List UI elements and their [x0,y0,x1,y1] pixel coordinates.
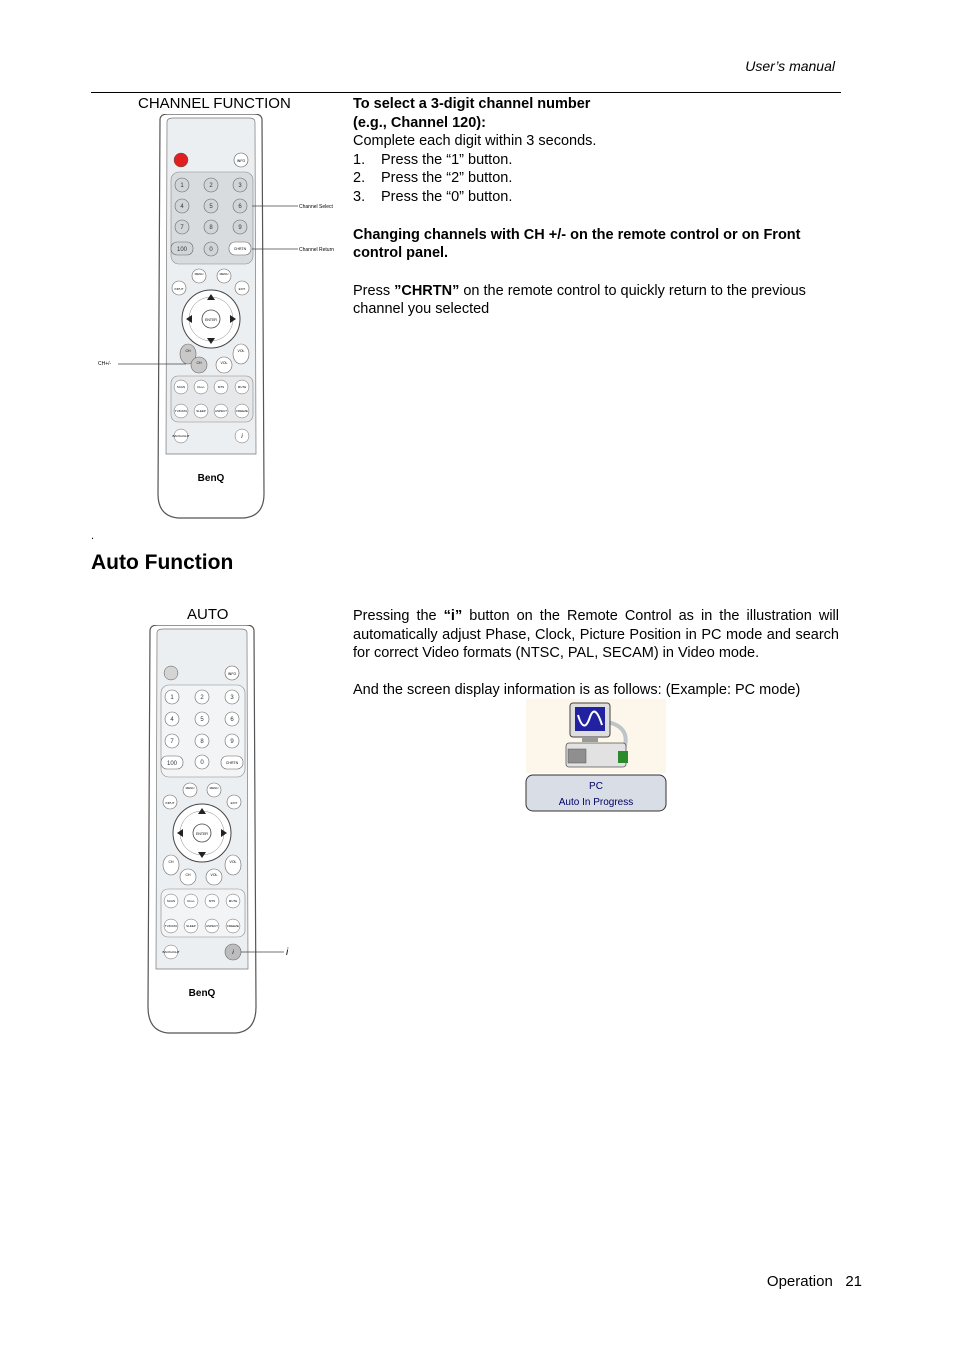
key-1: 1 [180,183,184,189]
key-3: 3 [230,695,234,701]
channel-heading-line2: (e.g., Channel 120): [353,114,486,131]
callout-channel-return: Channel Return [299,247,335,253]
key-5: 5 [200,717,204,723]
key-scan: SCAN [166,899,176,903]
key-8: 8 [200,739,204,745]
key-menu-right: MENU [209,786,219,790]
key-info: INFO [236,159,246,163]
key-0: 0 [200,760,204,766]
key-mute: MUTE [237,385,247,389]
key-sleep: SLEEP [196,409,206,413]
key-vol-up: VOL [229,860,237,864]
callout-ch: CH+/- [98,361,112,367]
auto-paragraph: Pressing the “i” button on the Remote Control as in the illustration will automatically adjust Phase, Clock, Picture Position in PC mode and search for correct Video formats (NTSC, PAL, SECAM) in Video mode. [353,608,839,662]
channel-steps-list [353,151,843,207]
channel-heading-line1: To select a 3-digit channel number [353,96,591,112]
key-chrtn: CHRTN [225,761,239,765]
key-menu-left: MENU [194,272,204,276]
page-number: 21 [845,1273,862,1290]
key-5: 5 [209,204,213,210]
key-vol-down: VOL [210,873,218,877]
osd-line1: PC [589,781,603,792]
key-4: 4 [180,204,184,210]
key-menu-right: MENU [219,272,229,276]
brand-logo: BenQ [197,473,225,484]
remote-illustration-channel [90,114,350,524]
key-7: 7 [170,739,174,745]
key-7: 7 [180,225,184,231]
brand-logo: BenQ [188,988,216,999]
key-vol-down: VOL [220,361,228,365]
key-9: 9 [230,739,234,745]
key-mute: MUTE [228,899,238,903]
remote-illustration-auto [140,625,300,1037]
key-100: 100 [166,761,178,767]
chrtn-paragraph: Press ”CHRTN” on the remote control to quickly return to the previous channel you selected [353,282,806,318]
list-item: 3. Press the “0” button. [353,188,513,205]
key-ch-pm: CH+/- [197,385,205,389]
channel-text-block [353,95,843,319]
key-ch-pm: CH+/- [187,899,195,903]
osd-line2: Auto In Progress [558,797,634,808]
footer-section: Operation [766,1273,833,1290]
channel-subheading: Changing channels with CH +/- on the remote control or on Front control panel. [353,226,801,262]
key-6: 6 [230,717,234,723]
key-mts: MTS [217,385,225,389]
callout-channel-select: Channel Select [299,204,333,210]
key-scan: SCAN [176,385,186,389]
key-ch-up: CH [168,860,174,864]
header-rule [91,92,841,93]
key-3: 3 [238,183,242,189]
key-input: INPUT [165,801,175,805]
callout-i: i [286,947,289,958]
key-freeze: FREEZE [227,924,239,928]
key-6: 6 [238,204,242,210]
key-ch-up: CH [185,349,191,353]
key-100: 100 [176,247,188,253]
key-i: i [232,950,234,956]
key-4: 4 [170,717,174,723]
figure-label-auto: AUTO [187,606,229,623]
section-title-auto-function: Auto Function [91,551,234,574]
key-aspect: ASPECT [205,924,219,928]
key-8: 8 [209,225,213,231]
key-mts: MTS [208,899,216,903]
osd-auto-in-progress [524,699,669,813]
key-1: 1 [170,695,174,701]
key-tvdata: TV/DATA [164,924,178,928]
channel-intro: Complete each digit within 3 seconds. [353,133,597,150]
key-ch-down: CH [196,361,202,365]
auto-paragraph-2: And the screen display information is as follows: (Example: PC mode) [353,682,801,698]
key-9: 9 [238,225,242,231]
key-i: i [241,434,243,440]
key-exit: EXIT [238,287,246,291]
key-vol-up: VOL [237,349,245,353]
key-enter: ENTER [205,318,217,322]
key-backlight: BACKLIGHT [172,434,190,438]
footer [767,1273,862,1290]
key-0: 0 [209,247,213,253]
list-item: 1. Press the “1” button. [353,151,513,168]
key-chrtn: CHRTN [233,247,247,251]
list-item: 2. Press the “2” button. [353,170,513,187]
figure-label-channel-function: CHANNEL FUNCTION [138,95,291,112]
key-aspect: ASPECT [214,409,228,413]
key-2: 2 [209,183,213,189]
key-freeze: FREEZE [236,409,248,413]
key-ch-down: CH [185,873,191,877]
key-tvdata: TV/DATA [174,409,188,413]
key-exit: EXIT [230,801,238,805]
header-title: User’s manual [745,58,835,74]
stray-dot: . [91,530,95,542]
key-input: INPUT [174,287,184,291]
key-menu-left: MENU [185,786,195,790]
key-backlight: BACKLIGHT [162,950,180,954]
key-enter: ENTER [196,832,208,836]
key-2: 2 [200,695,204,701]
key-sleep: SLEEP [186,924,196,928]
key-info: INFO [227,672,237,676]
